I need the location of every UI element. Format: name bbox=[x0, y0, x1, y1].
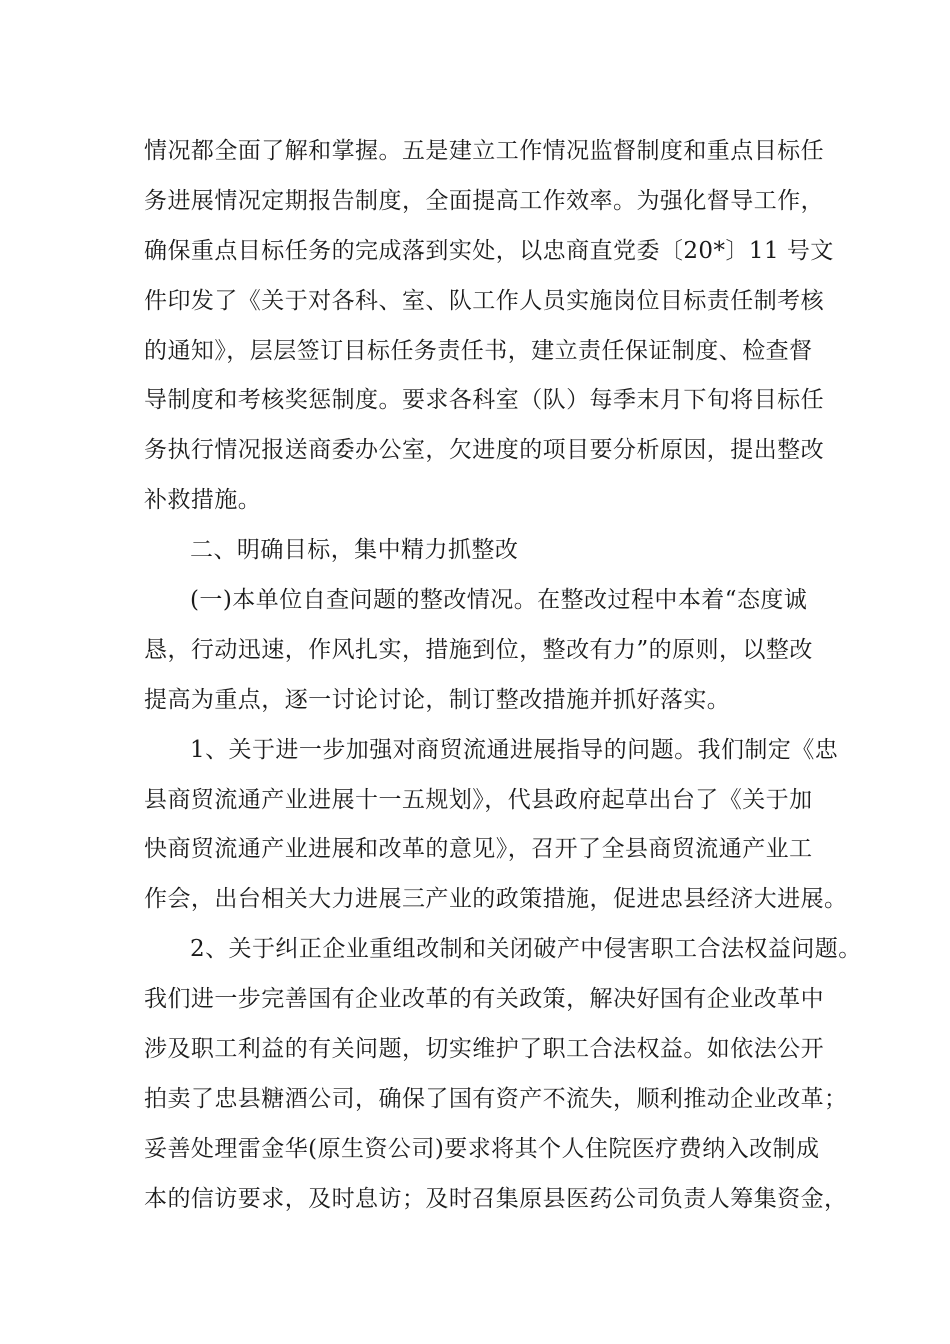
text-line: 情况都全面了解和掌握。五是建立工作情况监督制度和重点目标任 bbox=[144, 138, 825, 164]
text-line: 确保重点目标任务的完成落到实处，以忠商直党委〔20*〕11 号文 bbox=[144, 237, 834, 264]
text-line: 拍卖了忠县糖酒公司，确保了国有资产不流失，顺利推动企业改革； bbox=[144, 1085, 848, 1112]
text-line: 我们进一步完善国有企业改革的有关政策，解决好国有企业改革中 bbox=[144, 986, 825, 1013]
text-line: 导制度和考核奖惩制度。要求各科室（队）每季末月下旬将目标任 bbox=[144, 387, 825, 414]
text-line: 县商贸流通产业进展十一五规划》，代县政府起草出台了《关于加 bbox=[144, 786, 813, 813]
paragraph-start: 1、关于进一步加强对商贸流通进展指导的问题。我们制定《忠 bbox=[190, 736, 839, 763]
text-line: 补救措施。 bbox=[144, 487, 262, 514]
text-line: 提高为重点，逐一讨论讨论，制订整改措施并抓好落实。 bbox=[144, 686, 731, 713]
text-line: 务执行情况报送商委办公室，欠进度的项目要分析原因，提出整改 bbox=[144, 437, 825, 464]
text-line: 件印发了《关于对各科、室、队工作人员实施岗位目标责任制考核 bbox=[144, 287, 825, 314]
document-body bbox=[144, 127, 862, 1225]
paragraph-start: 2、关于纠正企业重组改制和关闭破产中侵害职工合法权益问题。 bbox=[190, 936, 862, 963]
text-line: 本的信访要求，及时息访；及时召集原县医药公司负责人筹集资金， bbox=[144, 1185, 848, 1212]
paragraph-start: (一)本单位自查问题的整改情况。在整改过程中本着“态度诚 bbox=[190, 587, 808, 614]
text-line: 的通知》，层层签订目标任务责任书，建立责任保证制度、检查督 bbox=[144, 337, 813, 364]
text-line: 妥善处理雷金华(原生资公司)要求将其个人住院医疗费纳入改制成 bbox=[144, 1135, 820, 1162]
text-line: 涉及职工利益的有关问题，切实维护了职工合法权益。如依法公开 bbox=[144, 1036, 825, 1063]
text-line: 恳，行动迅速，作风扎实，措施到位，整改有力”的原则，以整改 bbox=[144, 636, 813, 663]
section-heading: 二、明确目标，集中精力抓整改 bbox=[190, 537, 519, 564]
text-line: 务进展情况定期报告制度，全面提高工作效率。为强化督导工作， bbox=[144, 187, 825, 214]
text-line: 快商贸流通产业进展和改革的意见》，召开了全县商贸流通产业工 bbox=[144, 836, 813, 863]
text-line: 作会，出台相关大力进展三产业的政策措施，促进忠县经济大进展。 bbox=[144, 886, 848, 913]
